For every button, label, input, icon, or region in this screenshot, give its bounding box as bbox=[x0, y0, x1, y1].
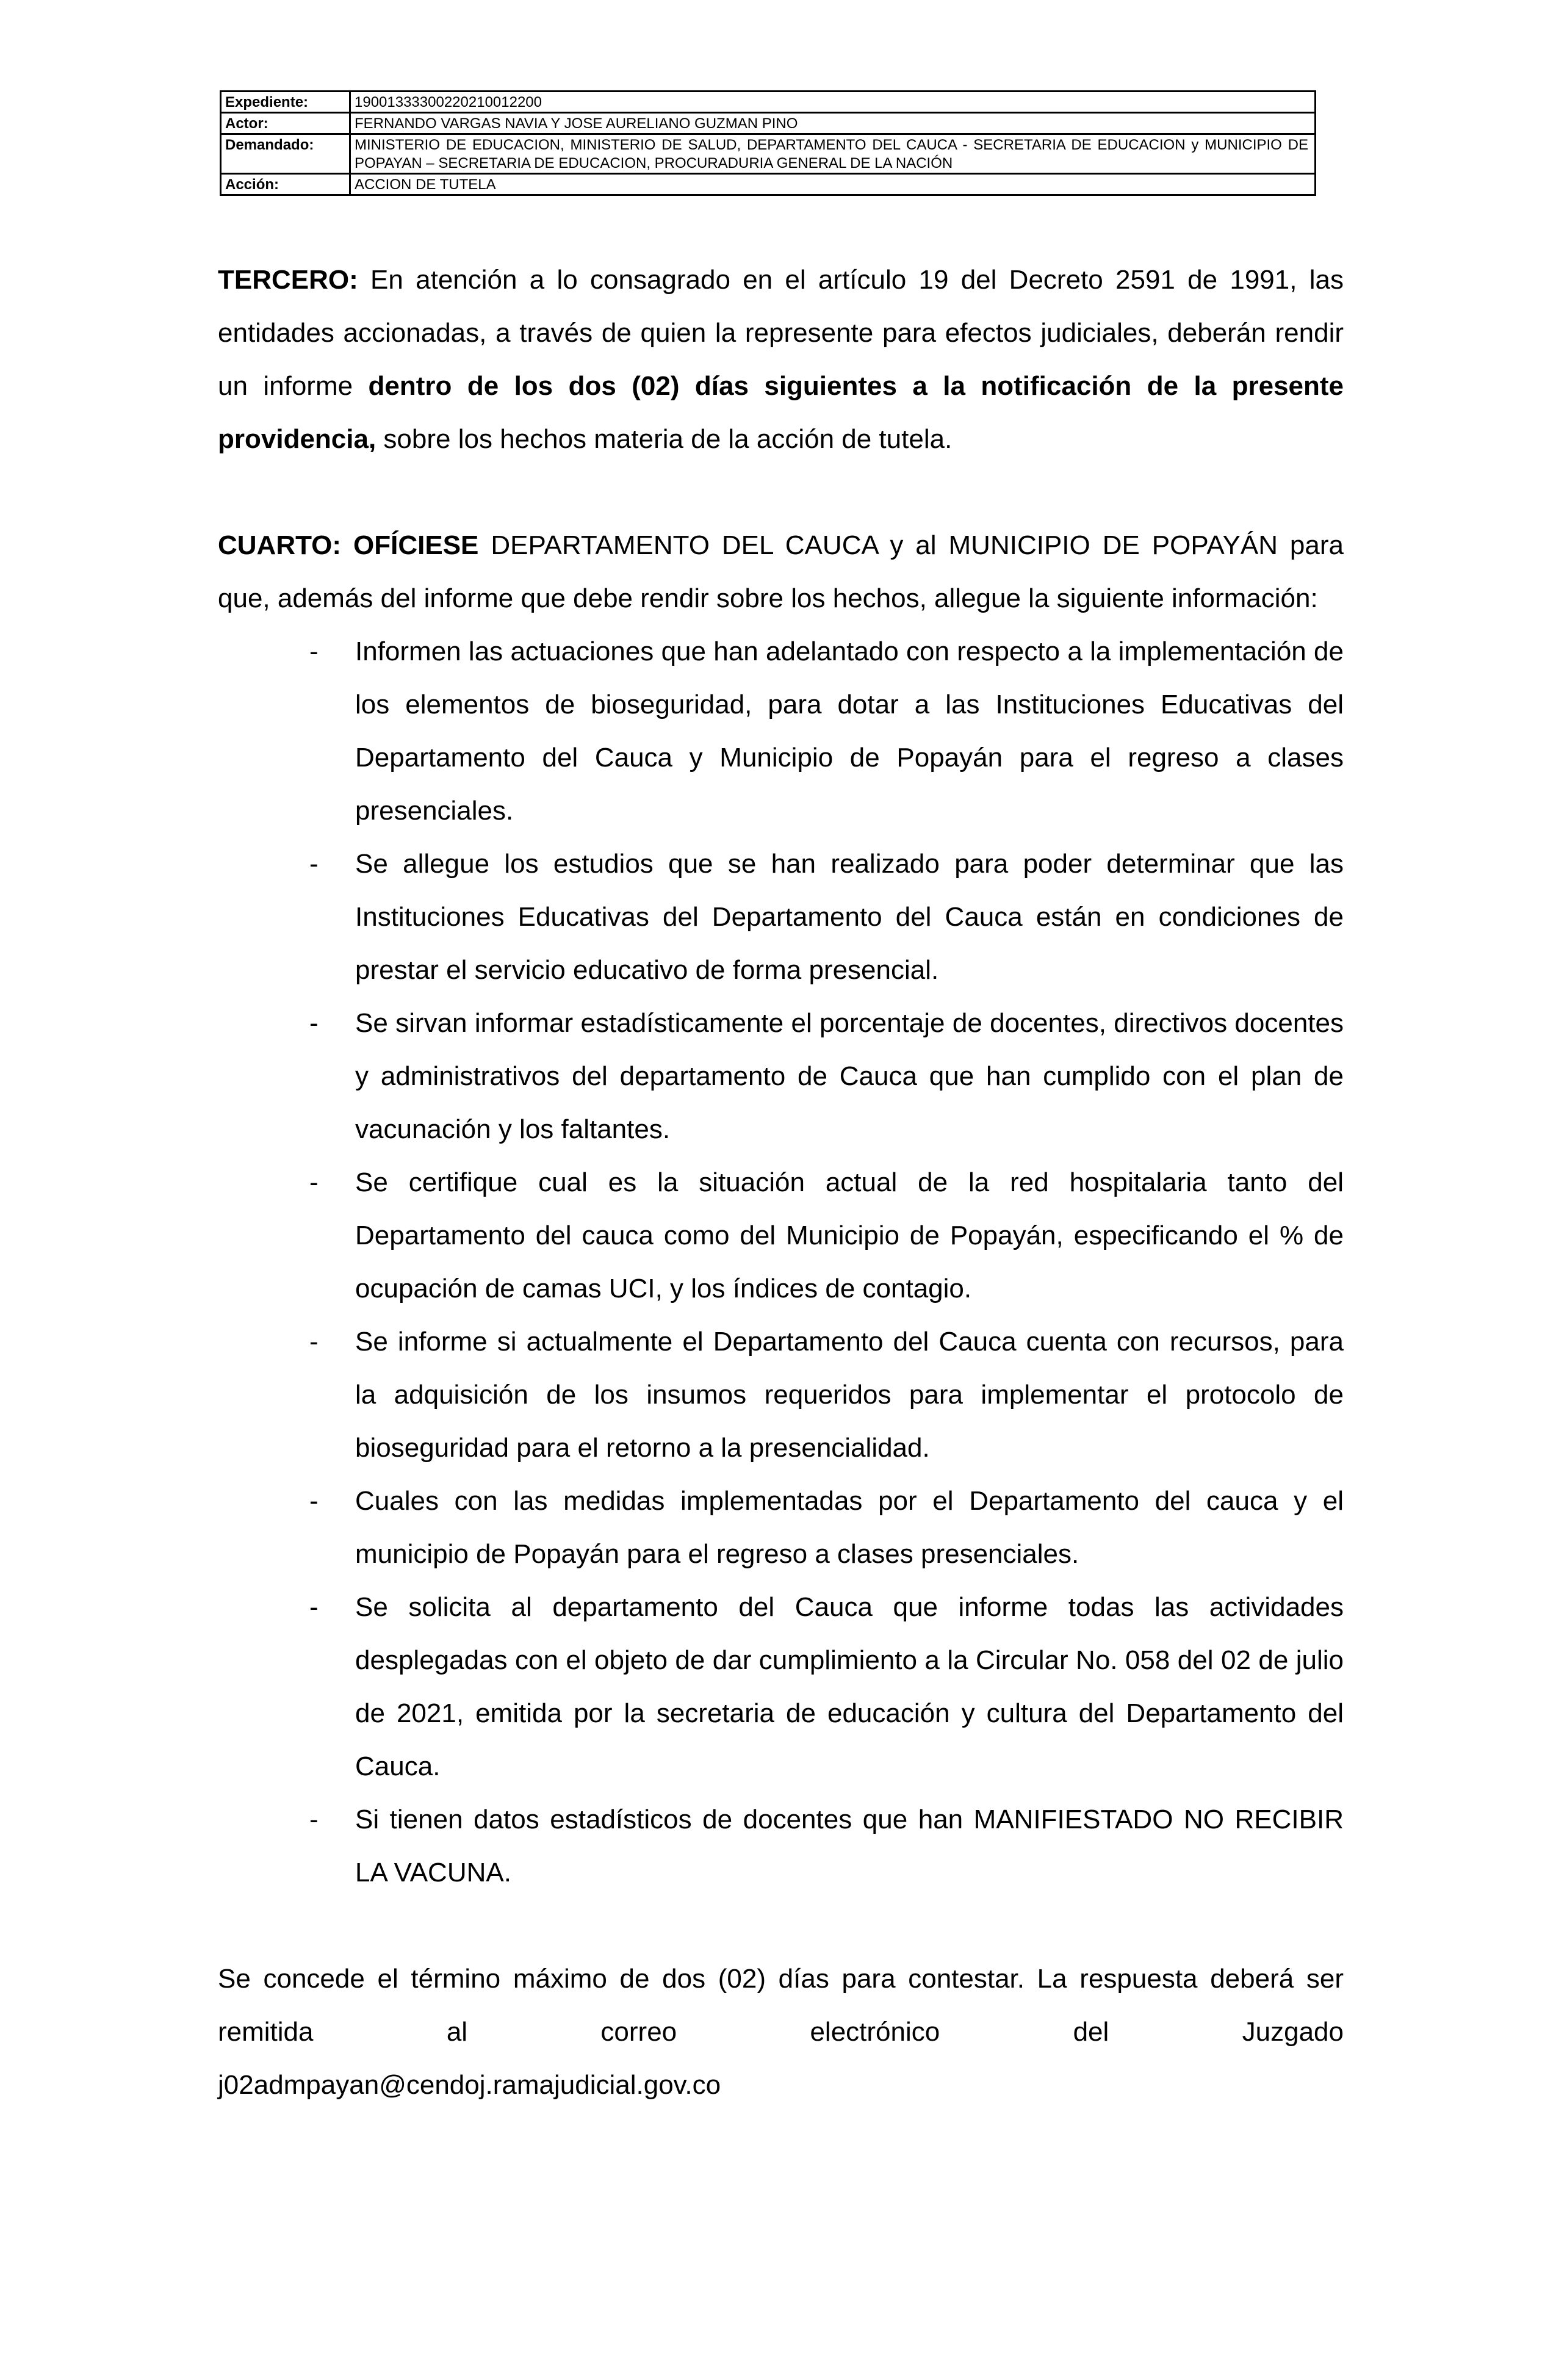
tercero-text-1: En atención a lo consagrado en el artículo 19 del Decreto 2591 de 1991, las entidades accionadas, a través de quien la represente para efectos judiciales, deberán rendir un informe bbox=[218, 265, 1344, 401]
list-item bbox=[218, 1315, 1344, 1474]
dash-bullet: - bbox=[309, 1486, 319, 1516]
cuarto-text: DEPARTAMENTO DEL CAUCA y al MUNICIPIO DE POPAYÁN para que, además del informe que debe rendir sobre los hechos, allegue la siguiente información: bbox=[218, 530, 1344, 613]
dash-bullet: - bbox=[309, 636, 319, 666]
accion-value: ACCION DE TUTELA bbox=[350, 174, 1316, 195]
tercero-heading: TERCERO: bbox=[218, 265, 358, 295]
list-item-text: Se informe si actualmente el Departamento del Cauca cuenta con recursos, para la adquisición de los insumos requeridos para implementar el protocolo de bioseguridad para el retorno a la presencialidad. bbox=[355, 1327, 1344, 1463]
list-item bbox=[218, 1474, 1344, 1581]
cuarto-requirements-list bbox=[218, 625, 1344, 1899]
expediente-label: Expediente: bbox=[221, 92, 350, 113]
expediente-value: 19001333300220210012200 bbox=[350, 92, 1316, 113]
header-row-accion bbox=[221, 174, 1316, 195]
demandado-value: MINISTERIO DE EDUCACION, MINISTERIO DE SALUD, DEPARTAMENTO DEL CAUCA - SECRETARIA DE EDUCACION y MUNICIPIO DE POPAYAN – SECRETARIA DE EDUCACION, PROCURADURIA GENERAL DE LA NACIÓN bbox=[350, 134, 1316, 174]
list-item bbox=[218, 625, 1344, 837]
list-item-text: Se certifique cual es la situación actual de la red hospitalaria tanto del Departamento del cauca como del Municipio de Popayán, especificando el % de ocupación de camas UCI, y los índices de contagio. bbox=[355, 1167, 1344, 1304]
list-item-text: Se sirvan informar estadísticamente el porcentaje de docentes, directivos docentes y administrativos del departamento de Cauca que han cumplido con el plan de vacunación y los faltantes. bbox=[355, 1008, 1344, 1144]
list-item-text: Se solicita al departamento del Cauca que informe todas las actividades desplegadas con el objeto de dar cumplimiento a la Circular No. 058 del 02 de julio de 2021, emitida por la secretaria de educación y cultura del Departamento del Cauca. bbox=[355, 1592, 1344, 1781]
tercero-text-2: sobre los hechos materia de la acción de tutela. bbox=[376, 424, 953, 454]
list-item-text: Cuales con las medidas implementadas por el Departamento del cauca y el municipio de Popayán para el regreso a clases presenciales. bbox=[355, 1486, 1344, 1569]
actor-value: FERNANDO VARGAS NAVIA Y JOSE AURELIANO GUZMAN PINO bbox=[350, 113, 1316, 134]
accion-label: Acción: bbox=[221, 174, 350, 195]
list-item bbox=[218, 837, 1344, 997]
demandado-label: Demandado: bbox=[221, 134, 350, 174]
dash-bullet: - bbox=[309, 1008, 319, 1038]
paragraph-gap bbox=[218, 1899, 1344, 1952]
tercero-bold-text: dentro de los dos (02) días siguientes a la notificación de la presente providencia, bbox=[218, 371, 1344, 454]
dash-bullet: - bbox=[309, 1167, 319, 1197]
dash-bullet: - bbox=[309, 1327, 319, 1357]
list-item-text: Informen las actuaciones que han adelantado con respecto a la implementación de los elementos de bioseguridad, para dotar a las Instituciones Educativas del Departamento del Cauca y Municipio de Popayán para el regreso a clases presenciales. bbox=[355, 636, 1344, 826]
header-row-actor bbox=[221, 113, 1316, 134]
header-row-demandado bbox=[221, 134, 1316, 174]
tercero-paragraph bbox=[218, 253, 1344, 466]
list-item bbox=[218, 1793, 1344, 1899]
dash-bullet: - bbox=[309, 849, 319, 879]
actor-label: Actor: bbox=[221, 113, 350, 134]
paragraph-gap bbox=[218, 466, 1344, 519]
document-body bbox=[218, 253, 1344, 2111]
list-item-text: Si tienen datos estadísticos de docentes que han MANIFIESTADO NO RECIBIR LA VACUNA. bbox=[355, 1805, 1344, 1888]
list-item bbox=[218, 1156, 1344, 1315]
header-row-expediente bbox=[221, 92, 1316, 113]
list-item bbox=[218, 997, 1344, 1156]
dash-bullet: - bbox=[309, 1805, 319, 1834]
list-item-text: Se allegue los estudios que se han realizado para poder determinar que las Instituciones Educativas del Departamento del Cauca están en condiciones de prestar el servicio educativo de forma presencial. bbox=[355, 849, 1344, 985]
dash-bullet: - bbox=[309, 1592, 319, 1622]
cuarto-heading: CUARTO: OFÍCIESE bbox=[218, 530, 479, 560]
case-header-table bbox=[220, 90, 1316, 196]
list-item bbox=[218, 1581, 1344, 1793]
closing-paragraph: Se concede el término máximo de dos (02) días para contestar. La respuesta deberá ser remitida al correo electrónico del Juzgado bbox=[218, 1964, 1344, 2047]
court-email[interactable]: j02admpayan@cendoj.ramajudicial.gov.co bbox=[218, 2070, 721, 2100]
cuarto-paragraph bbox=[218, 519, 1344, 625]
